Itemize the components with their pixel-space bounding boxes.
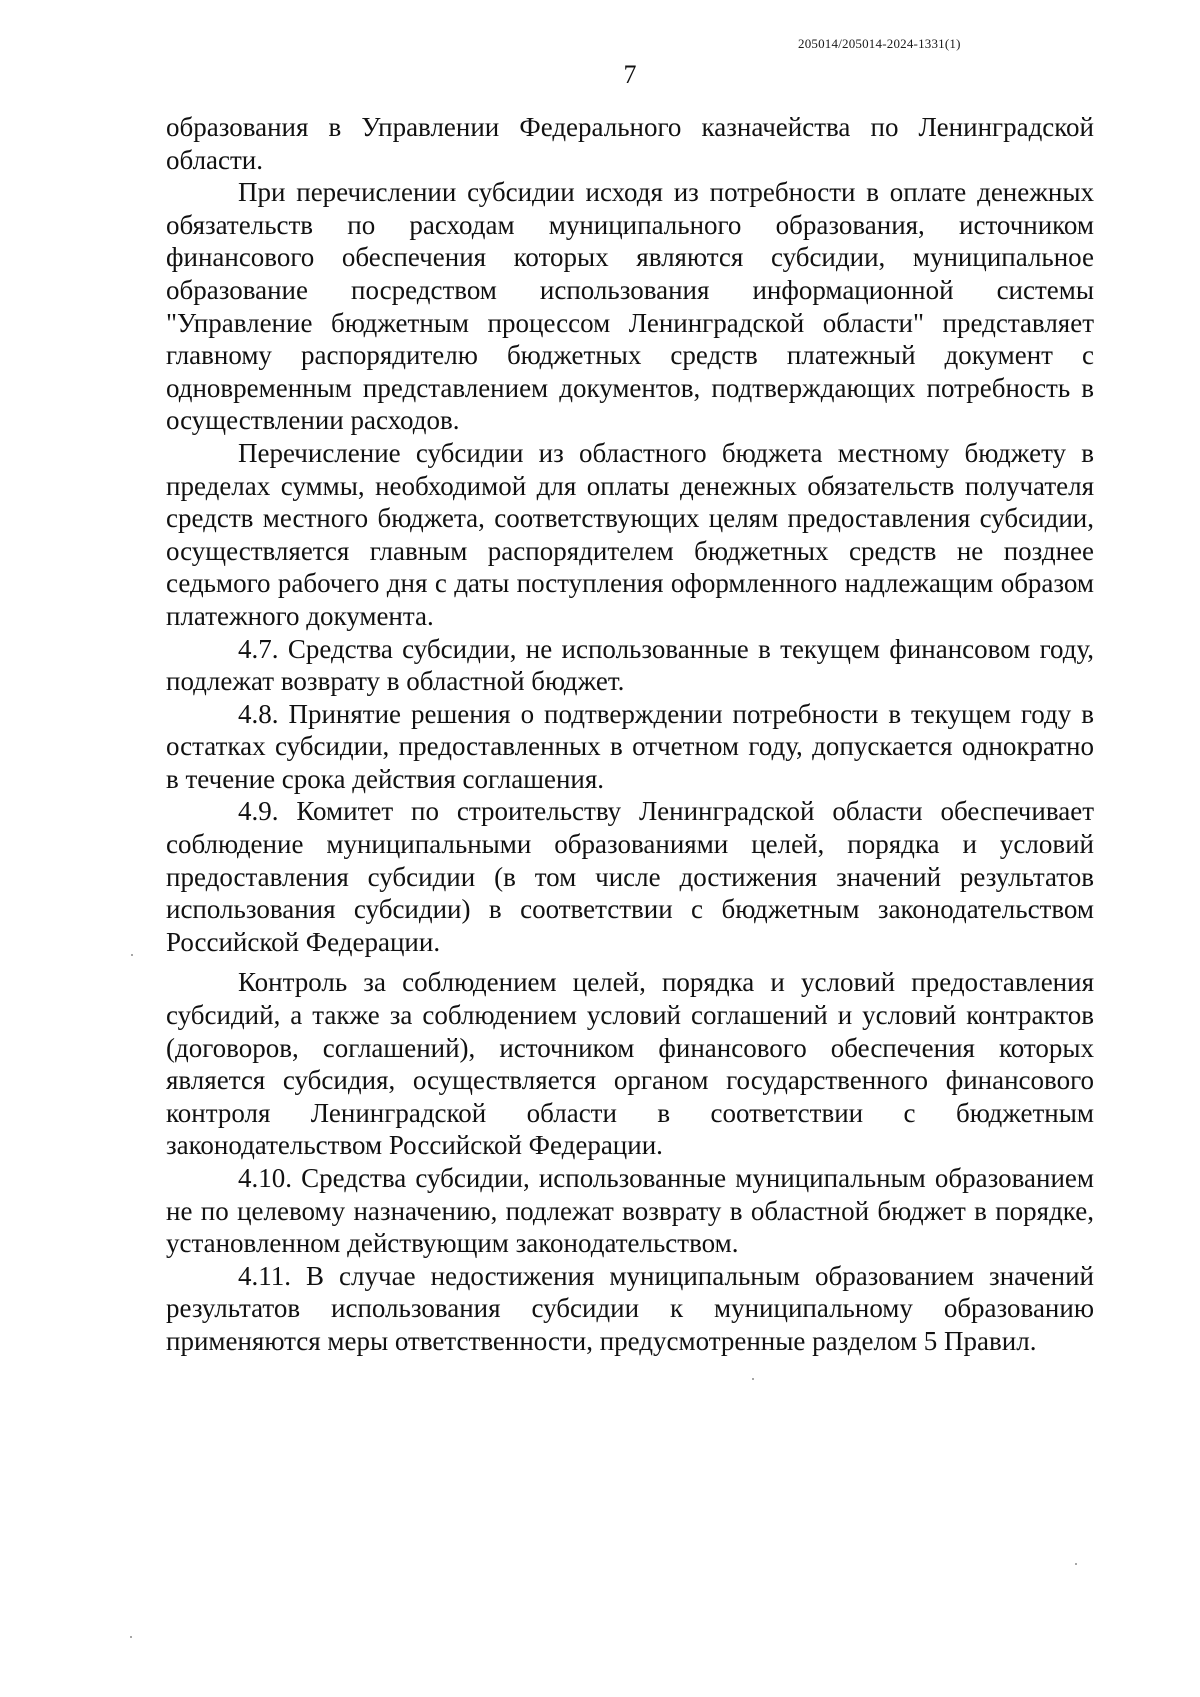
paragraph-transfer-deadline: Перечисление субсидии из областного бюджета местному бюджету в пределах суммы, необходимой для оплаты денежных обязательств получателя средств местного бюджета, соответствующих целям предоставления субсидии, осуществляется главным распорядителем бюджетных средств не позднее седьмого рабочего дня с даты поступления оформленного надлежащим образом платежного документа.: [166, 437, 1094, 631]
paragraph-4-7: 4.7. Средства субсидии, не использованные в текущем финансовом году, подлежат возврату в областной бюджет.: [166, 633, 1094, 697]
paragraph-continuation: образования в Управлении Федерального казначейства по Ленинградской области.: [166, 112, 1094, 175]
paragraph-4-8: 4.8. Принятие решения о подтверждении потребности в текущем году в остатках субсидии, предоставленных в отчетном году, допускается однократно в течение срока действия соглашения.: [166, 698, 1094, 794]
paragraph-control: Контроль за соблюдением целей, порядка и условий предоставления субсидий, а также за соблюдением условий соглашений и условий контрактов (договоров, соглашений), источником финансового обеспечения которых является субсидия, осуществляется органом государственного финансового контроля Ленинградской области в соответствии с бюджетным законодательством Российской Федерации.: [166, 967, 1094, 1161]
paragraph-4-9: 4.9. Комитет по строительству Ленинградской области обеспечивает соблюдение муниципальными образованиями целей, порядка и условий предоставления субсидии (в том числе достижения значений результатов использования субсидии) в соответствии с бюджетным законодательством Российской Федерации.: [166, 796, 1094, 957]
scan-speck: [131, 954, 133, 956]
scan-speck: [130, 1636, 132, 1638]
document-body: [166, 111, 1094, 1358]
page-number: 7: [623, 60, 637, 89]
scan-speck: [1075, 1563, 1077, 1565]
paragraph-4-11: 4.11. В случае недостижения муниципальным образованием значений результатов использования субсидии к муниципальному образованию применяются меры ответственности, предусмотренные разделом 5 Правил.: [166, 1260, 1094, 1356]
paragraph-transfer-on-demand: При перечислении субсидии исходя из потребности в оплате денежных обязательств по расходам муниципального образования, источником финансового обеспечения которых являются субсидии, муниципальное образование посредством использования информационной системы "Управление бюджетным процессом Ленинградской области" представляет главному распорядителю бюджетных средств платежный документ с одновременным представлением документов, подтверждающих потребность в осуществлении расходов.: [166, 177, 1094, 436]
paragraph-4-10: 4.10. Средства субсидии, использованные муниципальным образованием не по целевому назначению, подлежат возврату в областной бюджет в порядке, установленном действующим законодательством.: [166, 1163, 1094, 1259]
document-id: 205014/205014-2024-1331(1): [798, 36, 961, 51]
scan-speck: [752, 1378, 754, 1380]
